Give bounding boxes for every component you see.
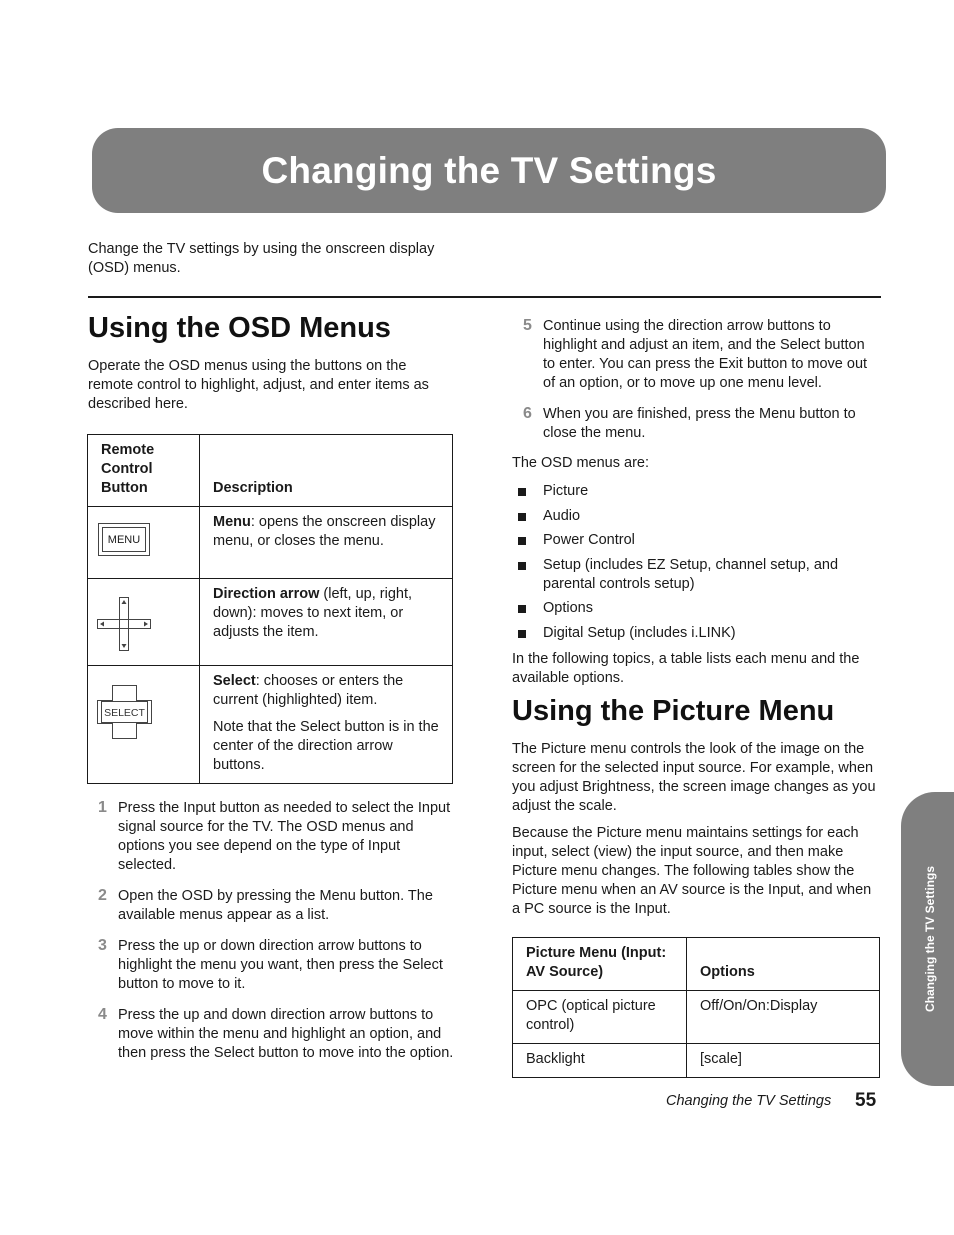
table-row: Backlight [scale]: [513, 1044, 880, 1078]
list-item: Audio: [512, 507, 878, 526]
osd-menus-list: [512, 482, 878, 649]
page-title: Changing the TV Settings: [261, 149, 717, 191]
step-item: 6 When you are finished, press the Menu button to close the menu.: [523, 405, 856, 441]
footer-title: Changing the TV Settings: [666, 1093, 832, 1109]
title-banner: [92, 128, 886, 213]
select-button-icon: [88, 666, 198, 782]
list-item: Options: [512, 599, 878, 618]
following-text: In the following topics, a table lists each menu and the available options.: [512, 651, 860, 686]
menu-description: Menu: opens the onscreen display menu, or closes the menu.: [213, 514, 436, 549]
page-number: 55: [855, 1090, 877, 1111]
remote-buttons-table: [87, 434, 453, 784]
steps-list-right: [513, 317, 879, 443]
header-button: Remote Control Button: [101, 442, 155, 496]
direction-arrow-icon: [88, 579, 198, 665]
chapter-side-tab: [901, 792, 954, 1086]
table-header-row: [513, 938, 880, 991]
step-item: 1 Press the Input button as needed to select the Input signal source for the TV. The OSD menus and options you see depend on the type of Input selected.: [98, 799, 451, 873]
list-item: Digital Setup (includes i.LINK): [512, 624, 878, 643]
list-item: Power Control: [512, 531, 878, 550]
table-row: [88, 507, 453, 579]
header-description: Description: [213, 480, 293, 496]
svg-text:SELECT: SELECT: [104, 707, 145, 719]
header-menu: Picture Menu (Input: AV Source): [526, 945, 667, 980]
table-header-row: [88, 435, 453, 507]
step-item: 5 Continue using the direction arrow buttons to highlight and adjust an item, and the Select button to enter. You can press the Exit button to move out of an option, or to move up one menu level.: [523, 317, 868, 391]
list-item: Setup (includes EZ Setup, channel setup, and parental controls setup): [512, 556, 878, 594]
side-tab-label: Changing the TV Settings: [923, 866, 937, 1012]
picture-menu-table: [512, 937, 880, 1078]
intro-text: Change the TV settings by using the onscreen display (OSD) menus.: [88, 241, 435, 276]
picture-paragraph-1: The Picture menu controls the look of the image on the screen for the selected input source. For example, when you adjust Brightness, the screen image changes as you adjust the scale.: [512, 741, 876, 814]
steps-list-left: [88, 799, 454, 1063]
step-item: 3 Press the up or down direction arrow buttons to highlight the menu you want, then press the Select button to move to it.: [98, 937, 443, 992]
menus-intro: The OSD menus are:: [512, 455, 649, 471]
section-divider: [88, 296, 881, 298]
picture-heading: Using the Picture Menu: [512, 695, 835, 727]
picture-paragraph-2: Because the Picture menu maintains settings for each input, select (view) the input source, and then make Picture menu changes. The following tables show the Picture menu when an AV source is the Input, and when a PC source is the Input.: [512, 825, 872, 917]
osd-intro-text: Operate the OSD menus using the buttons on the remote control to highlight, adjust, and enter items as described here.: [88, 358, 429, 412]
header-options: Options: [700, 964, 755, 980]
menu-button-icon: MENU: [98, 523, 150, 556]
direction-description: Direction arrow (left, up, right, down): moves to next item, or adjusts the item.: [213, 586, 413, 640]
table-row: [88, 579, 453, 666]
osd-heading: Using the OSD Menus: [88, 312, 391, 344]
select-note: Note that the Select button is in the center of the direction arrow buttons.: [213, 719, 439, 773]
step-item: 2 Open the OSD by pressing the Menu button. The available menus appear as a list.: [98, 887, 433, 923]
select-description: Select: chooses or enters the current (highlighted) item. Note that the Select button is in the center of the direction arrow buttons.: [213, 673, 439, 773]
table-row: OPC (optical picture control) Off/On/On:Display: [513, 991, 880, 1044]
table-row: [88, 666, 453, 784]
list-item: Picture: [512, 482, 878, 501]
step-item: 4 Press the up and down direction arrow buttons to move within the menu and highlight an option, and then press the Select button to move into the option.: [98, 1006, 454, 1061]
